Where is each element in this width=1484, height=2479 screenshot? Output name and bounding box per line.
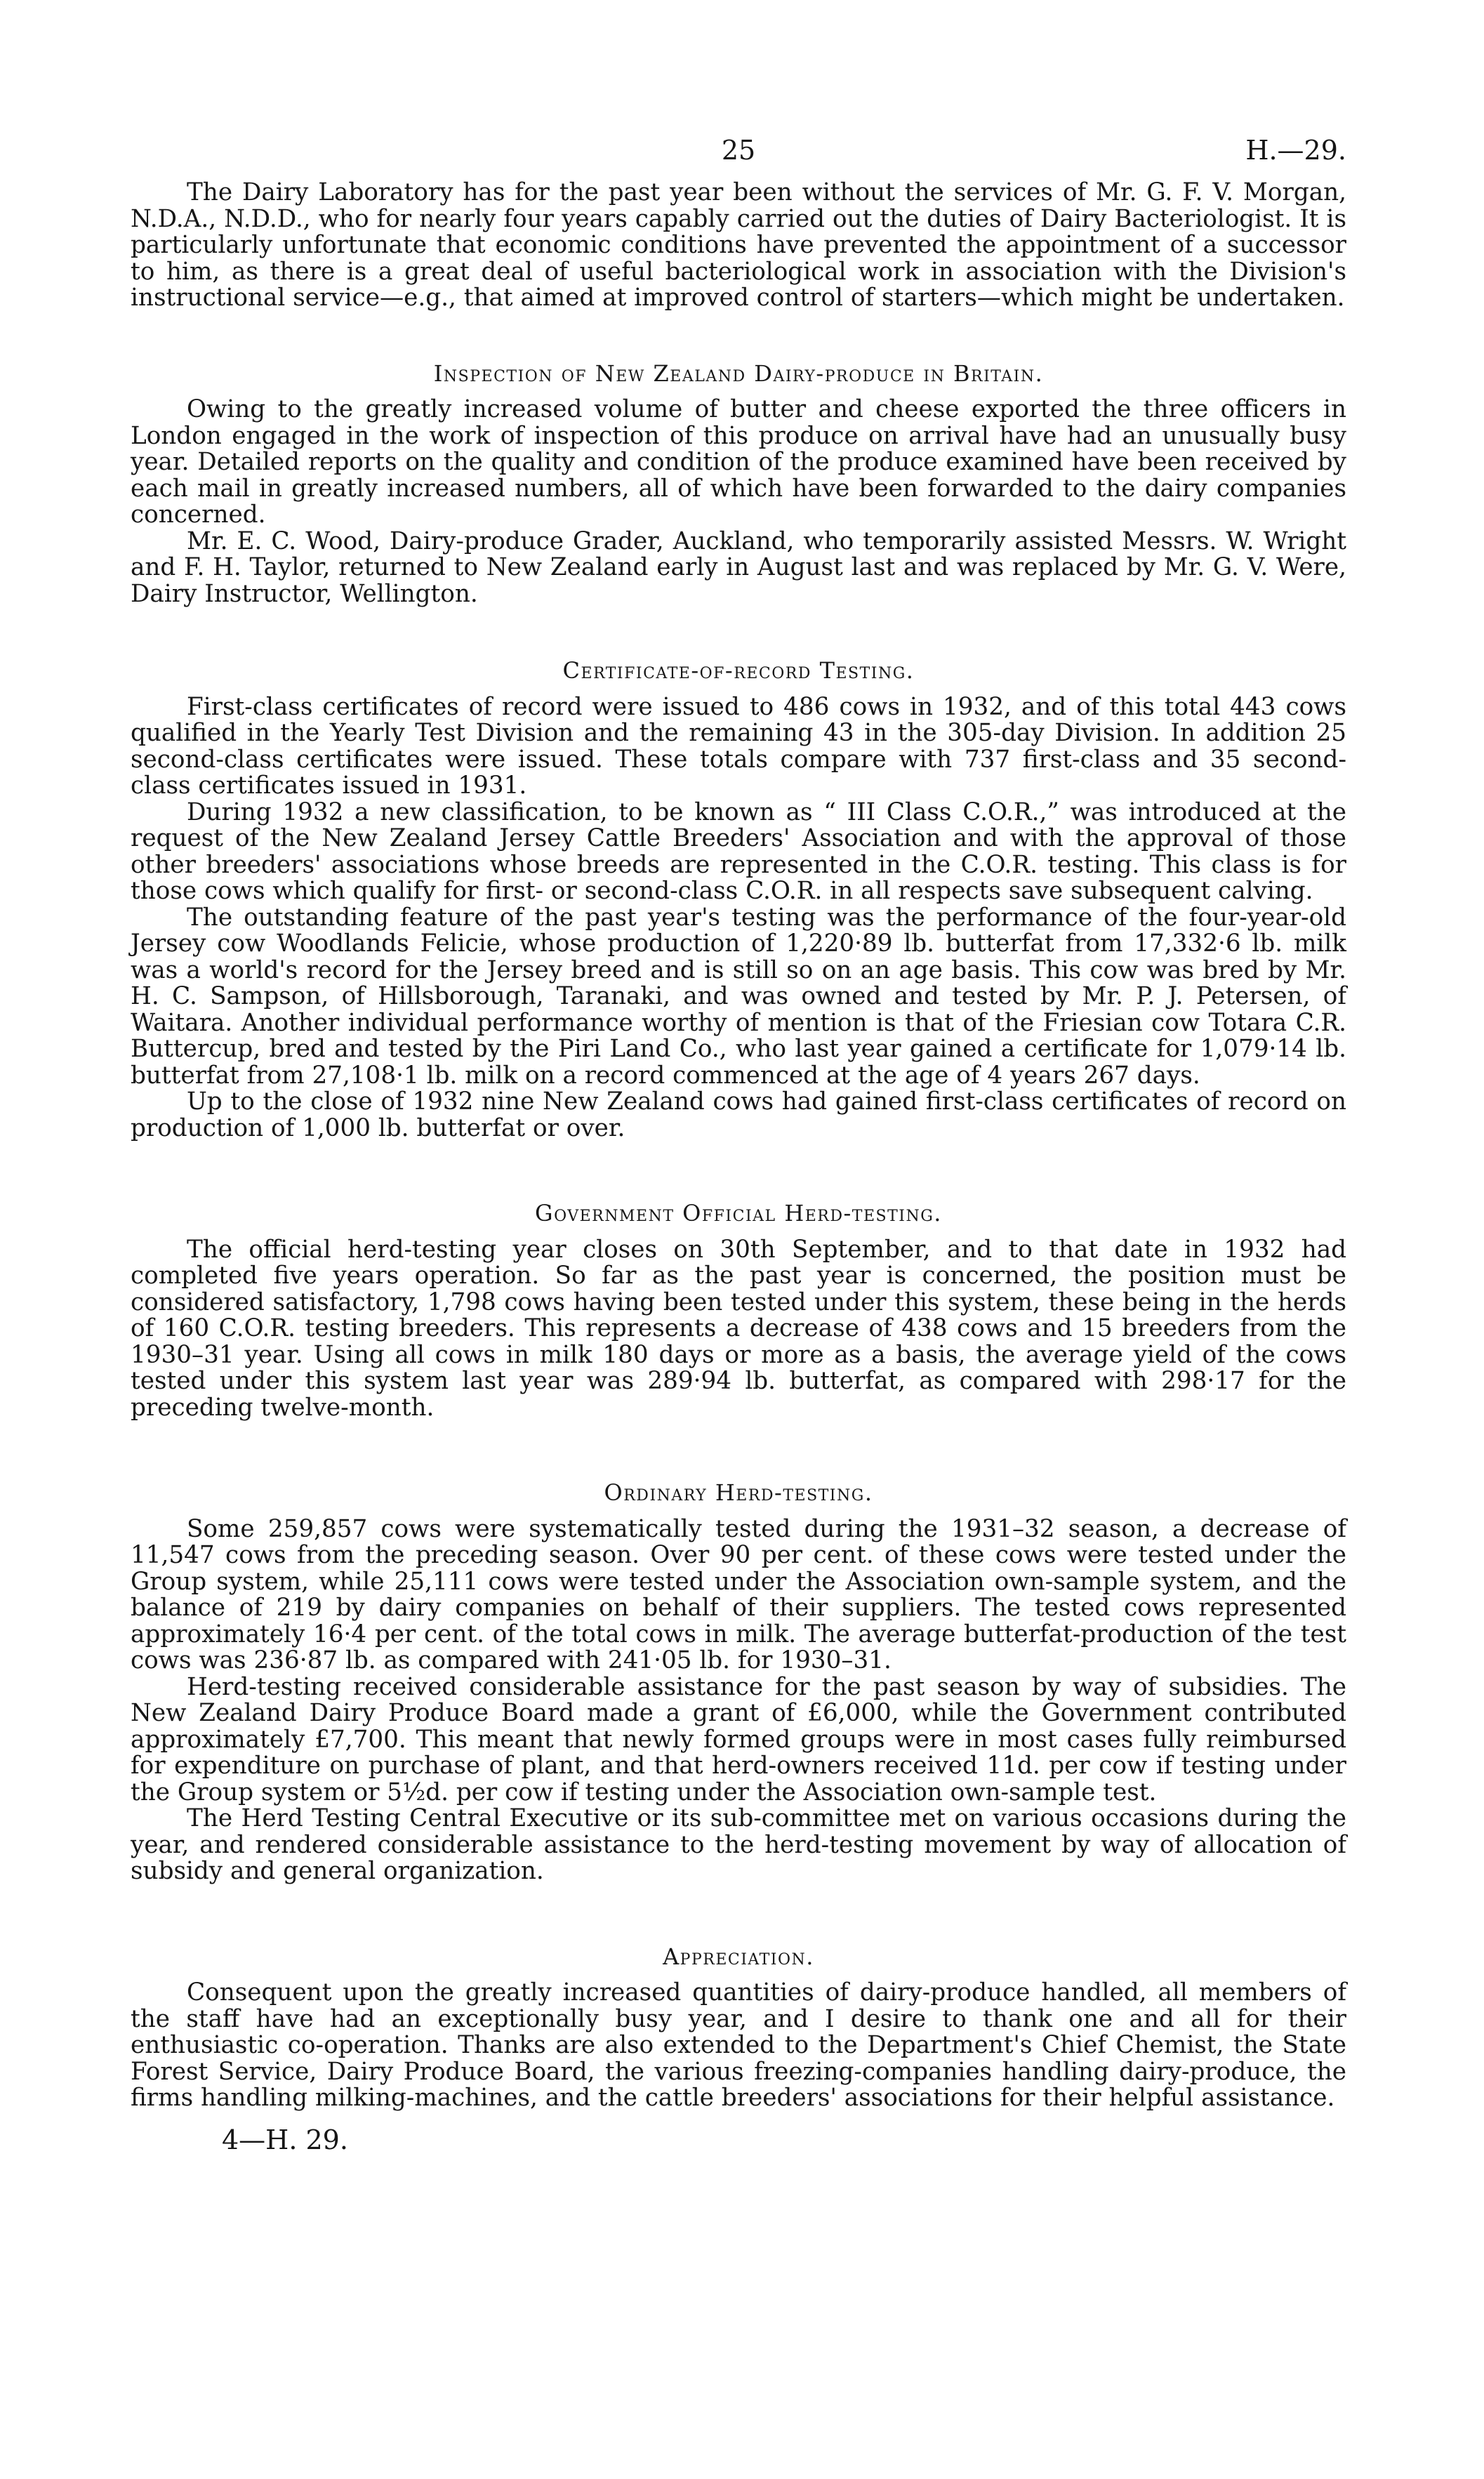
paragraph: The official herd-testing year closes on 30th September, and to that date in 1932 had completed five years operation. So far as the past year is concerned, the position must be considered satisfactory, 1,798 cows having been tested under this system, these being in the herds of 160 C.O.R. testing breeders. This represents a decrease of 438 cows and 15 breeders from the 1930–31 year. Using all cows in milk 180 days or more as a basis, the average yield of the cows tested under this system last year was 289·94 lb. butterfat, as compared with 298·17 for the preceding twelve-month. [131, 1235, 1346, 1422]
section-heading: Appreciation. [663, 1943, 814, 1970]
paragraph: Some 259,857 cows were systematically tested during the 1931–32 season, a decrease of 11,547 cows from the preceding season. Over 90 per cent. of these cows were tested under the Group system, while 25,111 cows were tested under the Association own-sample system, and the balance of 219 by dairy companies on behalf of their suppliers. The tested cows represented approximately 16·4 per cent. of the total cows in milk. The average butterfat-production of the test cows was 236·87 lb. as compared with 241·05 lb. for 1930–31. [131, 1514, 1346, 1674]
paragraph: The Herd Testing Central Executive or its sub-committee met on various occasions during the year, and rendered considerable assistance to the herd-testing movement by way of allocation of subsidy and general organization. [131, 1804, 1346, 1885]
section-heading: Government Official Herd-testing. [535, 1200, 942, 1227]
intro-paragraph: The Dairy Laboratory has for the past year been without the services of Mr. G. F. V. Morgan, N.D.A., N.D.D., who for nearly four years capably carried out the duties of Dairy Bacteriologist. It is particularly unfortunate that economic conditions have prevented the appointment of a successor to him, as there is a great deal of useful bacteriological work in association with the Division's instructional service—e.g., that aimed at improved control of starters—which might be undertaken. [131, 178, 1346, 312]
paragraph: During 1932 a new classification, to be known as “ III Class C.O.R.,” was introduced at the request of the New Zealand Jersey Cattle Breeders' Association and with the approval of those other breeders' associations whose breeds are represented in the C.O.R. testing. This class is for those cows which qualify for first- or second-class C.O.R. in all respects save subsequent calving. [131, 798, 1346, 905]
paragraph: Consequent upon the greatly increased quantities of dairy-produce handled, all members of the staff have had an exceptionally busy year, and I desire to thank one and all for their enthusiastic co-operation. Thanks are also extended to the Department's Chief Chemist, the State Forest Service, Dairy Produce Board, the various freezing-companies handling dairy-produce, the firms handling milking-machines, and the cattle breeders' associations for their helpful assistance. [131, 1978, 1346, 2112]
section-heading: Certificate-of-record Testing. [562, 657, 915, 684]
section-appreciation [131, 1944, 1346, 2112]
paragraph: Herd-testing received considerable assistance for the past season by way of subsidies. The New Zealand Dairy Produce Board made a grant of £6,000, while the Government contributed approximately £7,700. This meant that newly formed groups were in most cases fully reimbursed for expenditure on purchase of plant, and that herd-owners received 11d. per cow if testing under the Group system or 5½d. per cow if testing under the Association own-sample test. [131, 1672, 1346, 1806]
paragraph: Owing to the greatly increased volume of butter and cheese exported the three officers in London engaged in the work of inspection of this produce on arrival have had an unusually busy year. Detailed reports on the quality and condition of the produce examined have been received by each mail in greatly increased numbers, all of which have been forwarded to the dairy companies concerned. [131, 395, 1346, 529]
page-header [131, 135, 1346, 180]
page-number: 25 [721, 135, 756, 166]
section-heading: Inspection of New Zealand Dairy-produce in Britain. [433, 359, 1044, 387]
section-ordinary-herd-testing [131, 1480, 1346, 1885]
section-heading: Ordinary Herd-testing. [604, 1479, 873, 1506]
paragraph: The outstanding feature of the past year's testing was the performance of the four-year-old Jersey cow Woodlands Felicie, whose production of 1,220·89 lb. butterfat from 17,332·6 lb. milk was a world's record for the Jersey breed and is still so on an age basis. This cow was bred by Mr. H. C. Sampson, of Hillsborough, Taranaki, and was owned and tested by Mr. P. J. Petersen, of Waitara. Another individual performance worthy of mention is that of the Friesian cow Totara C.R. Buttercup, bred and tested by the Piri Land Co., who last year gained a certificate for 1,079·14 lb. butterfat from 27,108·1 lb. milk on a record commenced at the age of 4 years 267 days. [131, 903, 1346, 1090]
footer-reference: 4—H. 29. [222, 2124, 348, 2155]
paragraph: Mr. E. C. Wood, Dairy-produce Grader, Auckland, who temporarily assisted Messrs. W. Wright and F. H. Taylor, returned to New Zealand early in August last and was replaced by Mr. G. V. Were, Dairy Instructor, Wellington. [131, 527, 1346, 608]
section-government-herd-testing [131, 1201, 1346, 1421]
paragraph: Up to the close of 1932 nine New Zealand cows had gained first-class certificates of record on production of 1,000 lb. butterfat or over. [131, 1088, 1346, 1142]
paragraph: First-class certificates of record were issued to 486 cows in 1932, and of this total 443 cows qualified in the Yearly Test Division and the remaining 43 in the 305-day Division. In addition 25 second-class certificates were issued. These totals compare with 737 first-class and 35 second-class certificates issued in 1931. [131, 692, 1346, 800]
section-inspection-britain [131, 361, 1346, 608]
section-certificate-of-record [131, 658, 1346, 1142]
document-reference: H.—29. [1245, 135, 1346, 166]
document-page [131, 135, 1346, 2155]
intro-section [131, 180, 1346, 312]
